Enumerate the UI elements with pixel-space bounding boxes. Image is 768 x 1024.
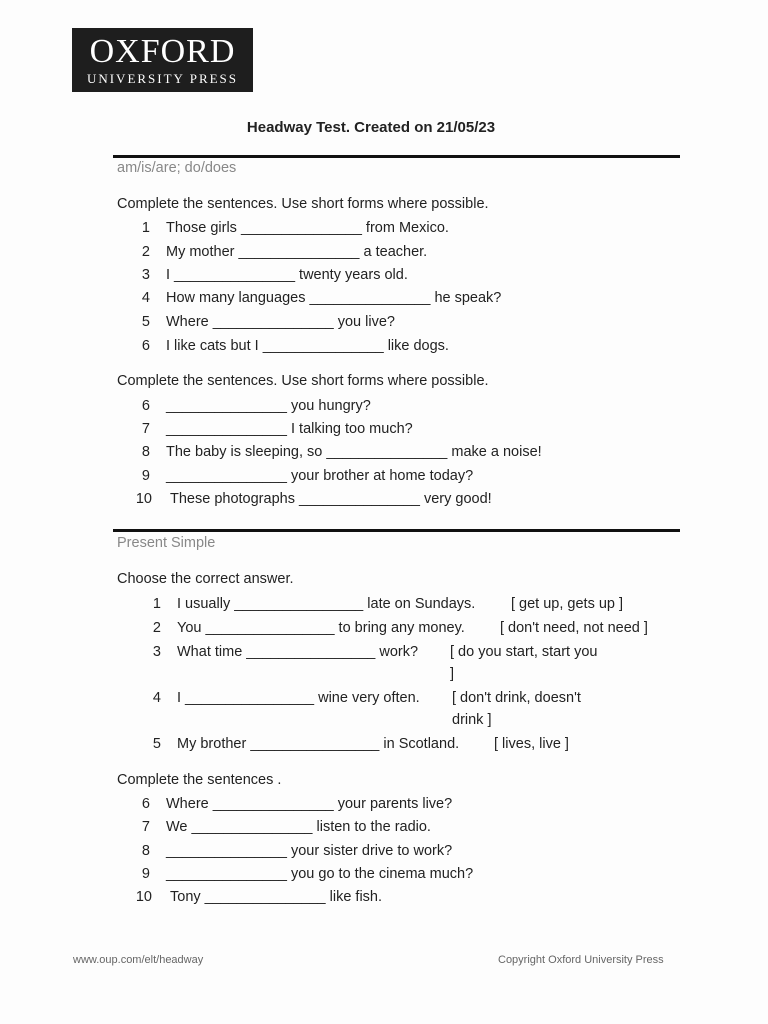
question-number: 7 bbox=[141, 819, 150, 835]
footer-copyright: Copyright Oxford University Press bbox=[498, 954, 664, 966]
question-number: 8 bbox=[141, 444, 150, 460]
question-number: 1 bbox=[152, 596, 161, 612]
question-number: 3 bbox=[152, 644, 161, 660]
instruction: Complete the sentences . bbox=[117, 772, 282, 788]
question-text: My mother _______________ a teacher. bbox=[166, 244, 428, 260]
question-number: 6 bbox=[141, 796, 150, 812]
footer-url[interactable]: www.oup.com/elt/headway bbox=[73, 954, 204, 966]
question-number: 9 bbox=[141, 468, 150, 484]
logo-main-text: OXFORD bbox=[89, 33, 236, 70]
question-number: 4 bbox=[141, 290, 150, 306]
instruction: Complete the sentences. Use short forms where possible. bbox=[117, 196, 489, 212]
question-text: _______________ your brother at home today? bbox=[166, 468, 474, 484]
question-text: _______________ your sister drive to work? bbox=[166, 843, 453, 859]
question-number: 2 bbox=[152, 620, 161, 636]
question-text: _______________ you go to the cinema much? bbox=[166, 866, 474, 882]
question-text: How many languages _______________ he speak? bbox=[166, 290, 502, 306]
logo-sub-text: UNIVERSITY PRESS bbox=[86, 71, 239, 86]
question-number: 7 bbox=[141, 421, 150, 437]
question-text: I _______________ twenty years old. bbox=[166, 267, 408, 283]
question-text: Where _______________ you live? bbox=[166, 314, 395, 330]
question-text: You ________________ to bring any money. bbox=[177, 620, 465, 636]
section-heading-1: am/is/are; do/does bbox=[117, 160, 237, 176]
instruction: Complete the sentences. Use short forms where possible. bbox=[117, 373, 489, 389]
question-number: 1 bbox=[141, 220, 150, 236]
question-number: 4 bbox=[152, 690, 161, 706]
answer-options-continued: drink ] bbox=[452, 712, 492, 728]
question-number: 2 bbox=[141, 244, 150, 260]
question-number: 6 bbox=[141, 338, 150, 354]
question-text: These photographs _______________ very good! bbox=[170, 491, 492, 507]
question-text: What time ________________ work? bbox=[177, 644, 419, 660]
question-text: I usually ________________ late on Sundays. bbox=[177, 596, 476, 612]
question-number: 9 bbox=[141, 866, 150, 882]
question-number: 3 bbox=[141, 267, 150, 283]
question-text: Where _______________ your parents live? bbox=[166, 796, 453, 812]
answer-options: [ don't drink, doesn't bbox=[452, 690, 581, 706]
page-title: Headway Test. Created on 21/05/23 bbox=[246, 119, 496, 136]
section-heading-2: Present Simple bbox=[117, 535, 216, 551]
question-number: 5 bbox=[152, 736, 161, 752]
question-text: Tony _______________ like fish. bbox=[170, 889, 383, 905]
question-number: 6 bbox=[141, 398, 150, 414]
question-text: We _______________ listen to the radio. bbox=[166, 819, 431, 835]
section-divider bbox=[113, 155, 680, 158]
answer-options: [ do you start, start you bbox=[450, 644, 598, 660]
answer-options: [ lives, live ] bbox=[494, 736, 569, 752]
answer-options: [ get up, gets up ] bbox=[511, 596, 624, 612]
question-number: 8 bbox=[141, 843, 150, 859]
instruction: Choose the correct answer. bbox=[117, 571, 294, 587]
question-text: My brother ________________ in Scotland. bbox=[177, 736, 460, 752]
question-text: Those girls _______________ from Mexico. bbox=[166, 220, 449, 236]
question-number: 10 bbox=[135, 889, 152, 905]
question-text: The baby is sleeping, so _______________ make a noise! bbox=[166, 444, 542, 460]
question-text: I like cats but I _______________ like dogs. bbox=[166, 338, 449, 354]
question-number: 5 bbox=[141, 314, 150, 330]
answer-options: [ don't need, not need ] bbox=[500, 620, 648, 636]
answer-options-continued: ] bbox=[450, 666, 455, 682]
oxford-logo bbox=[72, 28, 253, 92]
question-text: _______________ you hungry? bbox=[166, 398, 371, 414]
question-text: I ________________ wine very often. bbox=[177, 690, 420, 706]
question-number: 10 bbox=[135, 491, 152, 507]
section-divider bbox=[113, 529, 680, 532]
question-text: _______________ I talking too much? bbox=[166, 421, 413, 437]
